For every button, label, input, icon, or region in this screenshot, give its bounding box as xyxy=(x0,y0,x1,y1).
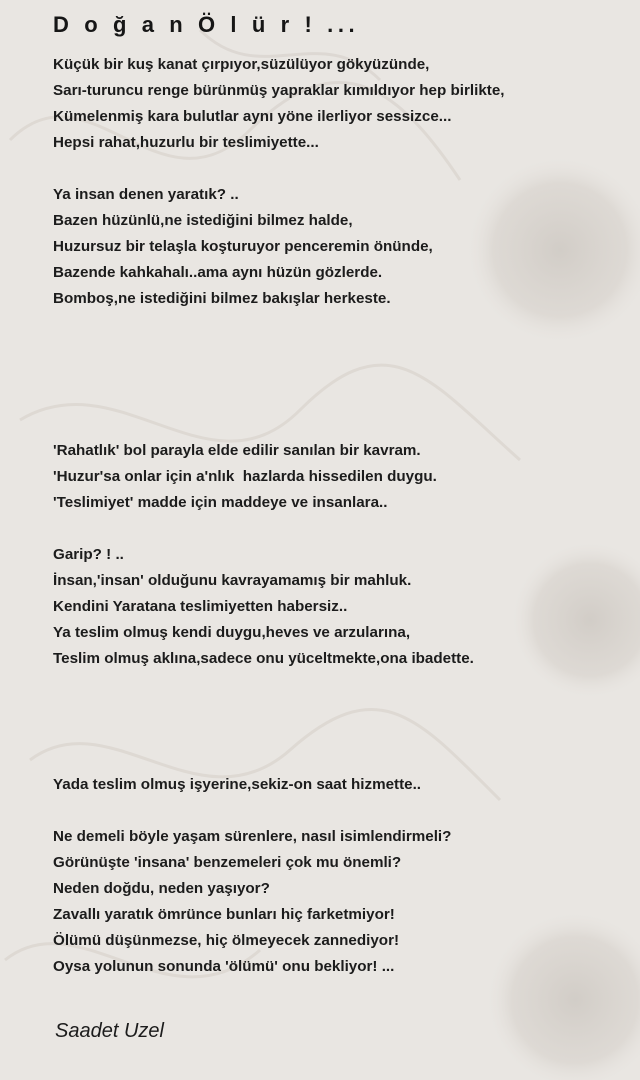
poem-line: 'Rahatlık' bol parayla elde edilir sanılan bir kavram. xyxy=(53,442,421,459)
poem-line: Ya insan denen yaratık? .. xyxy=(53,186,239,203)
poem-line: Küçük bir kuş kanat çırpıyor,süzülüyor gökyüzünde, xyxy=(53,56,430,73)
poem-line: Teslim olmuş aklına,sadece onu yüceltmekte,ona ibadette. xyxy=(53,650,474,667)
poem-line: Bazende kahkahalı..ama aynı hüzün gözlerde. xyxy=(53,264,383,281)
poem-line: Ne demeli böyle yaşam sürenlere, nasıl isimlendirmeli? xyxy=(53,828,452,845)
poem-line: Garip? ! .. xyxy=(53,546,124,563)
poem-line: 'Huzur'sa onlar için a'nlık hazlarda hissedilen duygu. xyxy=(53,468,437,485)
poem-line: Görünüşte 'insana' benzemeleri çok mu önemli? xyxy=(53,854,402,871)
poem-line: Bazen hüzünlü,ne istediğini bilmez halde, xyxy=(53,212,353,229)
poem-line: Neden doğdu, neden yaşıyor? xyxy=(53,880,270,897)
poem-line: Kendini Yaratana teslimiyetten habersiz.. xyxy=(53,598,348,615)
poem-title: D o ğ a n Ö l ü r ! ... xyxy=(53,12,360,37)
poem-line: Zavallı yaratık ömrünce bunları hiç farketmiyor! xyxy=(53,906,395,923)
poem-line: Ya teslim olmuş kendi duygu,heves ve arzularına, xyxy=(53,624,411,641)
poem-line: Yada teslim olmuş işyerine,sekiz-on saat hizmette.. xyxy=(53,776,422,793)
poem-line: Kümelenmiş kara bulutlar aynı yöne ilerliyor sessizce... xyxy=(53,108,452,125)
poem-line: Hepsi rahat,huzurlu bir teslimiyette... xyxy=(53,134,319,151)
poem-line: İnsan,'insan' olduğunu kavrayamamış bir mahluk. xyxy=(53,572,412,589)
author-signature: Saadet Uzel xyxy=(55,1020,164,1042)
poem-line: Sarı-turuncu renge bürünmüş yapraklar kımıldıyor hep birlikte, xyxy=(53,82,505,99)
poem-line: Ölümü düşünmezse, hiç ölmeyecek zannediyor! xyxy=(53,932,400,949)
poem-line: 'Teslimiyet' madde için maddeye ve insanlara.. xyxy=(53,494,388,511)
poem-line: Bomboş,ne istediğini bilmez bakışlar herkeste. xyxy=(53,290,391,307)
poem-line: Oysa yolunun sonunda 'ölümü' onu bekliyor! ... xyxy=(53,958,395,975)
poem-line: Huzursuz bir telaşla koşturuyor penceremin önünde, xyxy=(53,238,433,255)
